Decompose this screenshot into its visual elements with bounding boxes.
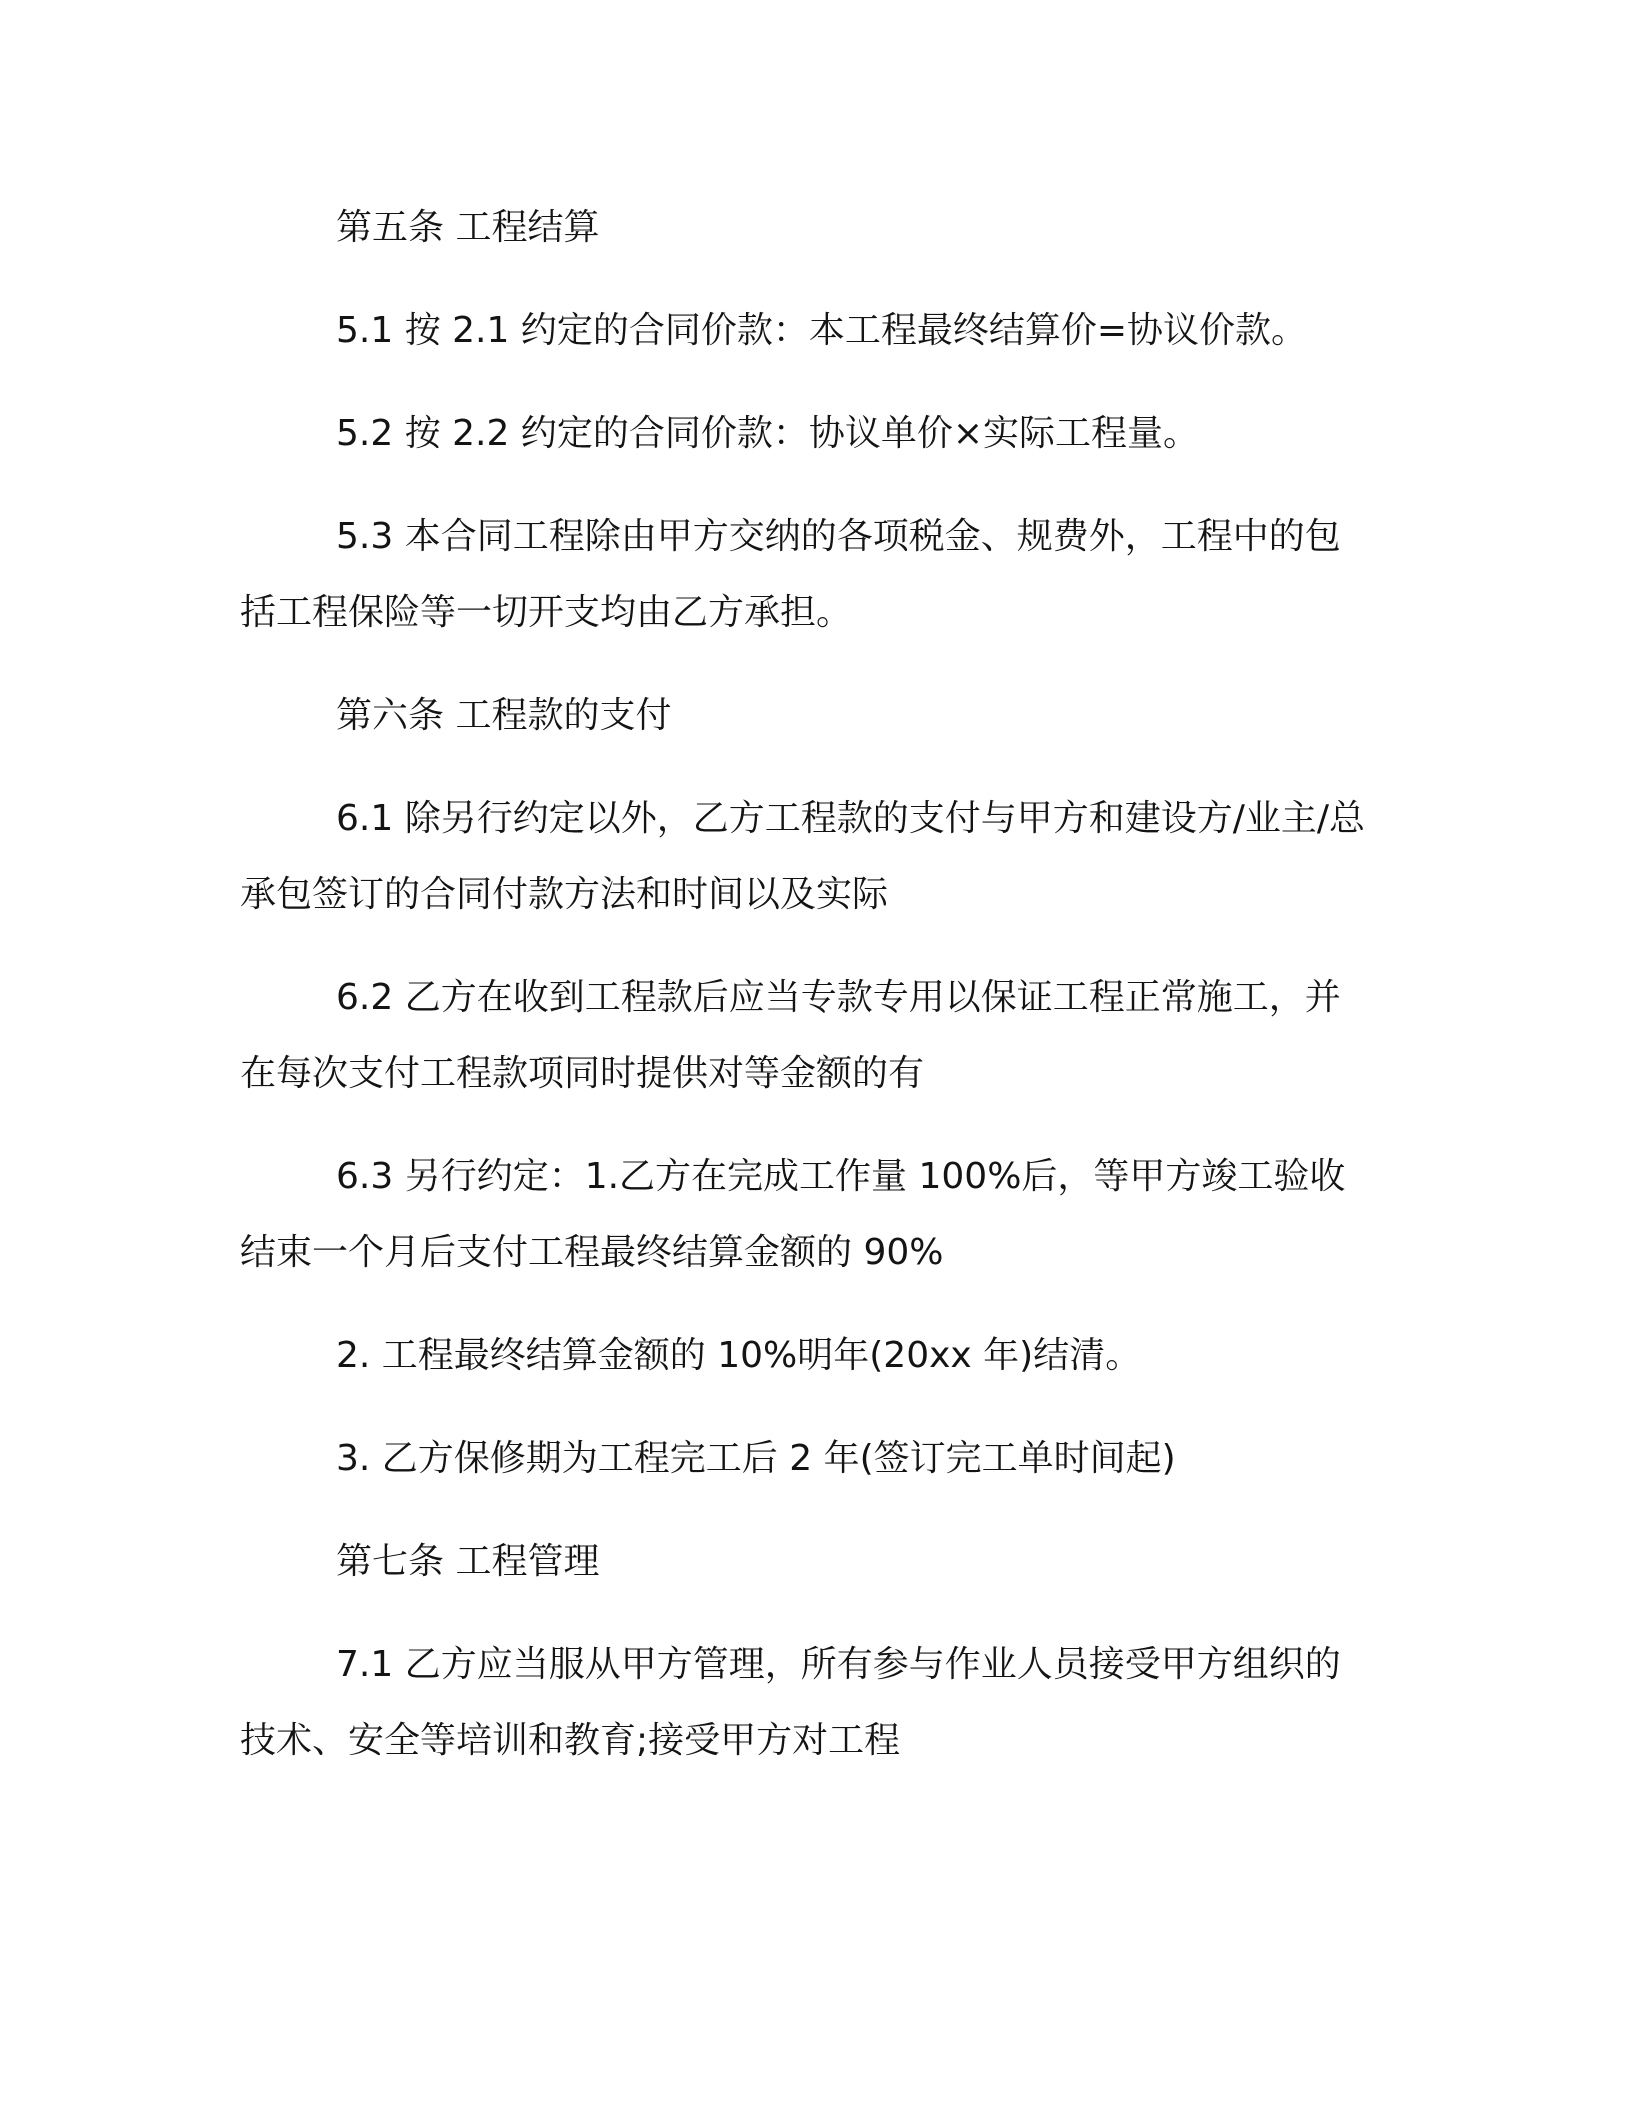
clause-6-3-item-3: 3. 乙方保修期为工程完工后 2 年(签订完工单时间起) <box>336 1438 1176 1479</box>
clause-5-1: 5.1 按 2.1 约定的合同价款：本工程最终结算价=协议价款。 <box>336 310 1307 351</box>
article-5-heading: 第五条 工程结算 <box>336 207 600 248</box>
clause-5-3: 5.3 本合同工程除由甲方交纳的各项税金、规费外，工程中的包括工程保险等一切开支均由乙方承担。 <box>240 516 1341 633</box>
document-body <box>240 190 1368 1806</box>
clause-6-3: 6.3 另行约定：1.乙方在完成工作量 100%后，等甲方竣工验收结束一个月后支付工程最终结算金额的 90% <box>240 1156 1346 1273</box>
clause-6-1: 6.1 除另行约定以外，乙方工程款的支付与甲方和建设方/业主/总承包签订的合同付款方法和时间以及实际 <box>240 798 1365 915</box>
article-6-heading: 第六条 工程款的支付 <box>336 695 672 736</box>
clause-6-3-item-2: 2. 工程最终结算金额的 10%明年(20xx 年)结清。 <box>336 1335 1142 1376</box>
clause-5-2: 5.2 按 2.2 约定的合同价款：协议单价×实际工程量。 <box>336 413 1199 454</box>
clause-6-2: 6.2 乙方在收到工程款后应当专款专用以保证工程正常施工，并在每次支付工程款项同时提供对等金额的有 <box>240 977 1341 1094</box>
article-7-heading: 第七条 工程管理 <box>336 1541 600 1582</box>
clause-7-1: 7.1 乙方应当服从甲方管理，所有参与作业人员接受甲方组织的技术、安全等培训和教育;接受甲方对工程 <box>240 1644 1341 1761</box>
